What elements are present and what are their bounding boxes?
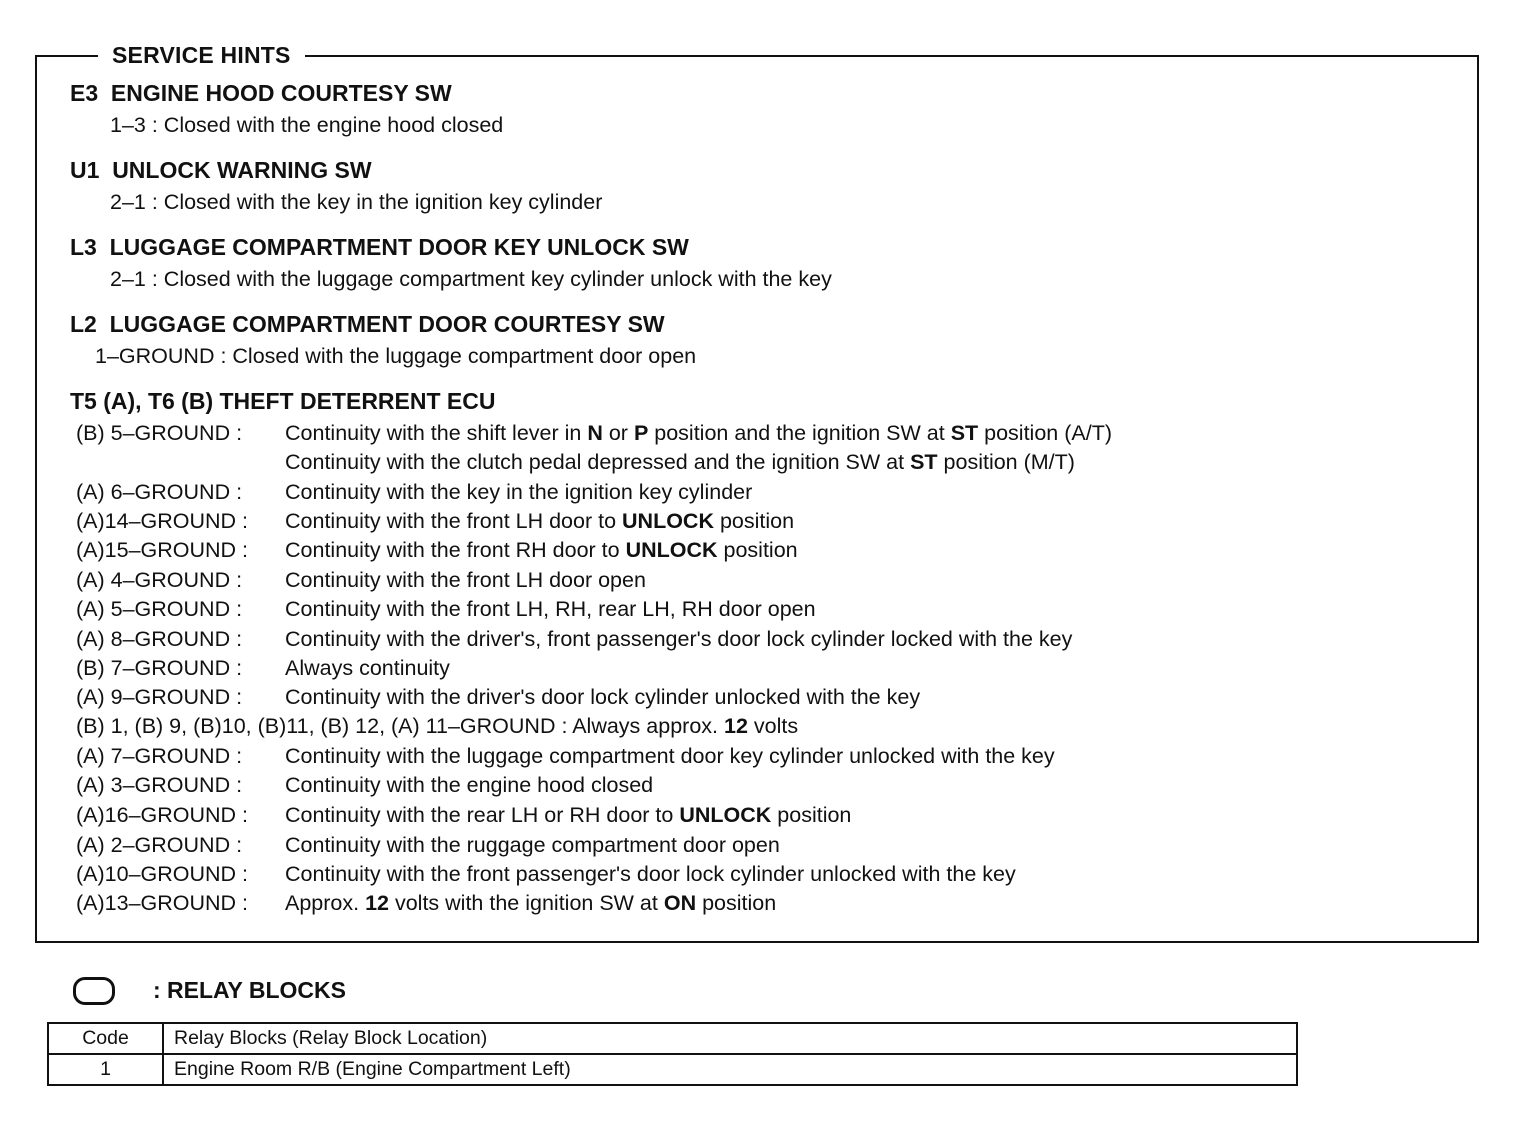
ecu-desc: Continuity with the ruggage compartment door open: [285, 833, 780, 857]
section-code: U1: [70, 157, 100, 183]
table-header-location: Relay Blocks (Relay Block Location): [163, 1023, 1297, 1054]
section-code: L2: [70, 311, 97, 337]
ecu-desc: Continuity with the driver's, front passenger's door lock cylinder locked with the key: [285, 627, 1073, 651]
ecu-pin: (A)10–GROUND :: [76, 862, 249, 886]
ecu-pin: (A) 3–GROUND :: [76, 773, 243, 797]
ecu-pin: (A) 8–GROUND :: [76, 627, 243, 651]
ecu-desc: Continuity with the front LH, RH, rear LH, RH door open: [285, 597, 816, 621]
service-hints-title: SERVICE HINTS: [98, 40, 305, 70]
ecu-desc: Continuity with the rear LH or RH door to UNLOCK position: [285, 803, 852, 827]
section-heading-u1: [70, 156, 372, 184]
section-code: L3: [70, 234, 97, 260]
table-header-row: [48, 1023, 1297, 1054]
table-cell-location: Engine Room R/B (Engine Compartment Left): [163, 1054, 1297, 1085]
ecu-pin: (A)16–GROUND :: [76, 803, 249, 827]
section-line: 1–3 : Closed with the engine hood closed: [110, 113, 504, 137]
ecu-pin: (A) 6–GROUND :: [76, 480, 243, 504]
section-line: 2–1 : Closed with the key in the ignition key cylinder: [110, 190, 603, 214]
section-name: LUGGAGE COMPARTMENT DOOR COURTESY SW: [109, 311, 665, 337]
relay-blocks-table: [47, 1022, 1298, 1086]
ecu-pin-full: (B) 1, (B) 9, (B)10, (B)11, (B) 12, (A) 11–GROUND : Always approx. 12 volts: [76, 714, 799, 738]
section-name: LUGGAGE COMPARTMENT DOOR KEY UNLOCK SW: [109, 234, 689, 260]
ecu-desc: Continuity with the front LH door to UNLOCK position: [285, 509, 795, 533]
ecu-desc: Approx. 12 volts with the ignition SW at ON position: [285, 891, 777, 915]
rounded-rectangle-icon: [73, 977, 115, 1005]
table-header-code: Code: [48, 1023, 163, 1054]
ecu-pin: (A) 4–GROUND :: [76, 568, 243, 592]
ecu-pin: (B) 7–GROUND :: [76, 656, 243, 680]
ecu-desc: Continuity with the front LH door open: [285, 568, 646, 592]
ecu-desc: Continuity with the clutch pedal depressed and the ignition SW at ST position (M/T): [285, 450, 1075, 474]
section-heading-e3: [70, 79, 452, 107]
ecu-desc: Continuity with the front passenger's door lock cylinder unlocked with the key: [285, 862, 1016, 886]
ecu-pin: (A)13–GROUND :: [76, 891, 249, 915]
ecu-desc: Always continuity: [285, 656, 450, 680]
ecu-desc: Continuity with the luggage compartment door key cylinder unlocked with the key: [285, 744, 1055, 768]
ecu-heading: T5 (A), T6 (B) THEFT DETERRENT ECU: [70, 388, 496, 414]
table-row: [48, 1054, 1297, 1085]
ecu-pin: (A) 9–GROUND :: [76, 685, 243, 709]
ecu-desc: Continuity with the key in the ignition key cylinder: [285, 480, 753, 504]
section-line: 1–GROUND : Closed with the luggage compartment door open: [95, 344, 697, 368]
table-cell-code: 1: [48, 1054, 163, 1085]
ecu-pin: (A)15–GROUND :: [76, 538, 249, 562]
relay-blocks-label: : RELAY BLOCKS: [153, 977, 346, 1003]
ecu-pin: (A)14–GROUND :: [76, 509, 249, 533]
section-line: 2–1 : Closed with the luggage compartment key cylinder unlock with the key: [110, 267, 832, 291]
ecu-desc: Continuity with the engine hood closed: [285, 773, 654, 797]
ecu-desc: Continuity with the driver's door lock cylinder unlocked with the key: [285, 685, 921, 709]
section-heading-l3: [70, 233, 689, 261]
ecu-desc: Continuity with the shift lever in N or P position and the ignition SW at ST position (A/T): [285, 421, 1112, 445]
section-heading-l2: [70, 310, 665, 338]
section-name: ENGINE HOOD COURTESY SW: [110, 80, 452, 106]
section-name: UNLOCK WARNING SW: [112, 157, 372, 183]
ecu-pin: (A) 5–GROUND :: [76, 597, 243, 621]
section-code: E3: [70, 80, 99, 106]
ecu-pin: (A) 7–GROUND :: [76, 744, 243, 768]
ecu-pin: (B) 5–GROUND :: [76, 421, 243, 445]
ecu-pin: (A) 2–GROUND :: [76, 833, 243, 857]
ecu-desc: Continuity with the front RH door to UNLOCK position: [285, 538, 798, 562]
